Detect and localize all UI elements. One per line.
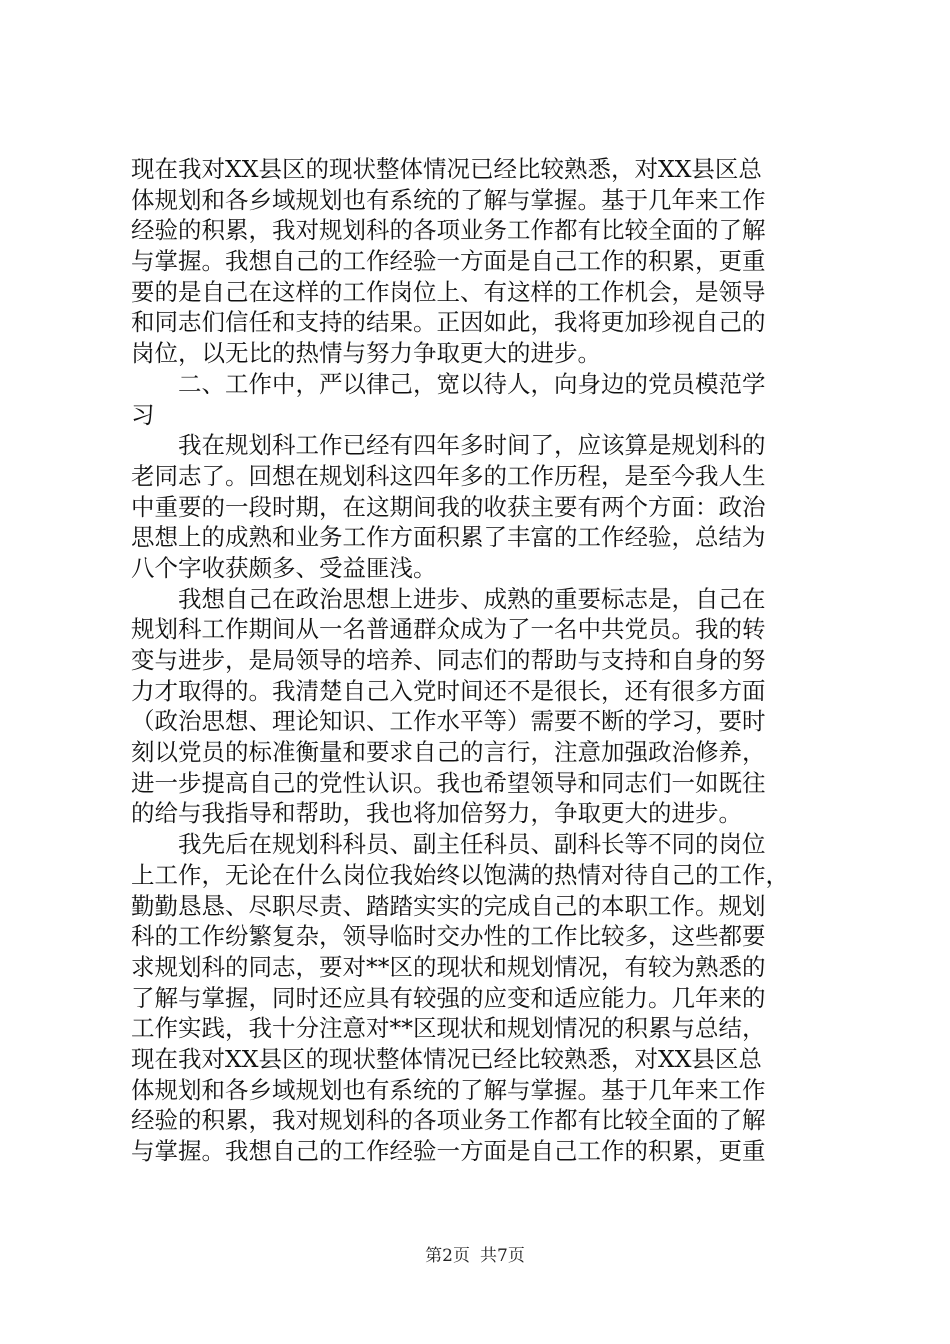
text-line: 求规划科的同志，要对**区的现状和规划情况，有较为熟悉的 (131, 952, 766, 981)
text-line: 我想自己在政治思想上进步、成熟的重要标志是，自己在 (131, 584, 766, 613)
text-line: 思想上的成熟和业务工作方面积累了丰富的工作经验，总结为 (131, 523, 766, 552)
text-line: 科的工作纷繁复杂，领导临时交办性的工作比较多，这些都要 (131, 922, 766, 951)
document-body (131, 154, 831, 1167)
text-line: 现在我对XX县区的现状整体情况已经比较熟悉，对XX县区总 (131, 155, 762, 183)
text-line: 与掌握。我想自己的工作经验一方面是自己工作的积累，更重 (131, 247, 766, 276)
text-line: 我先后在规划科科员、副主任科员、副科长等不同的岗位 (131, 830, 766, 859)
text-line: 习 (131, 400, 155, 429)
text-line: 进一步提高自己的党性认识。我也希望领导和同志们一如既往 (131, 768, 766, 797)
text-line: 经验的积累，我对规划科的各项业务工作都有比较全面的了解 (131, 1106, 766, 1135)
text-line: 力才取得的。我清楚自己入党时间还不是很长，还有很多方面 (131, 676, 766, 705)
text-line: 刻以党员的标准衡量和要求自己的言行，注意加强政治修养， (131, 738, 766, 767)
text-line: 我在规划科工作已经有四年多时间了，应该算是规划科的 (131, 431, 766, 460)
text-line: 八个字收获颇多、受益匪浅。 (131, 553, 437, 582)
text-line: 老同志了。回想在规划科这四年多的工作历程，是至今我人生 (131, 461, 766, 490)
text-line: 经验的积累，我对规划科的各项业务工作都有比较全面的了解 (131, 216, 766, 245)
text-line: 二、工作中，严以律己，宽以待人，向身边的党员模范学 (131, 369, 766, 398)
page-footer (0, 1245, 950, 1267)
text-line: 体规划和各乡域规划也有系统的了解与掌握。基于几年来工作 (131, 185, 766, 214)
text-line: 现在我对XX县区的现状整体情况已经比较熟悉，对XX县区总 (131, 1044, 762, 1073)
text-line: （政治思想、理论知识、工作水平等）需要不断的学习，要时 (131, 707, 766, 736)
text-line: 了解与掌握，同时还应具有较强的应变和适应能力。几年来的 (131, 983, 766, 1012)
text-line: 中重要的一段时期，在这期间我的收获主要有两个方面：政治 (131, 492, 766, 521)
page-total: 共7页 (480, 1246, 525, 1266)
text-line: 与掌握。我想自己的工作经验一方面是自己工作的积累，更重 (131, 1137, 766, 1165)
text-line: 体规划和各乡域规划也有系统的了解与掌握。基于几年来工作 (131, 1075, 766, 1104)
text-line: 勤勤恳恳、尽职尽责、踏踏实实的完成自己的本职工作。规划 (131, 891, 766, 920)
text-line: 上工作，无论在什么岗位我始终以饱满的热情对待自己的工作， (131, 860, 789, 889)
text-line: 岗位，以无比的热情与努力争取更大的进步。 (131, 339, 601, 368)
text-line: 规划科工作期间从一名普通群众成为了一名中共党员。我的转 (131, 615, 766, 644)
text-line: 变与进步，是局领导的培养、同志们的帮助与支持和自身的努 (131, 646, 766, 674)
text-line: 工作实践，我十分注意对**区现状和规划情况的积累与总结， (131, 1014, 766, 1043)
text-line: 的给与我指导和帮助，我也将加倍努力，争取更大的进步。 (131, 799, 742, 828)
text-line: 和同志们信任和支持的结果。正因如此，我将更加珍视自己的 (131, 308, 766, 337)
page-number: 第2页 (425, 1246, 470, 1266)
text-line: 要的是自己在这样的工作岗位上、有这样的工作机会，是领导 (131, 277, 766, 306)
